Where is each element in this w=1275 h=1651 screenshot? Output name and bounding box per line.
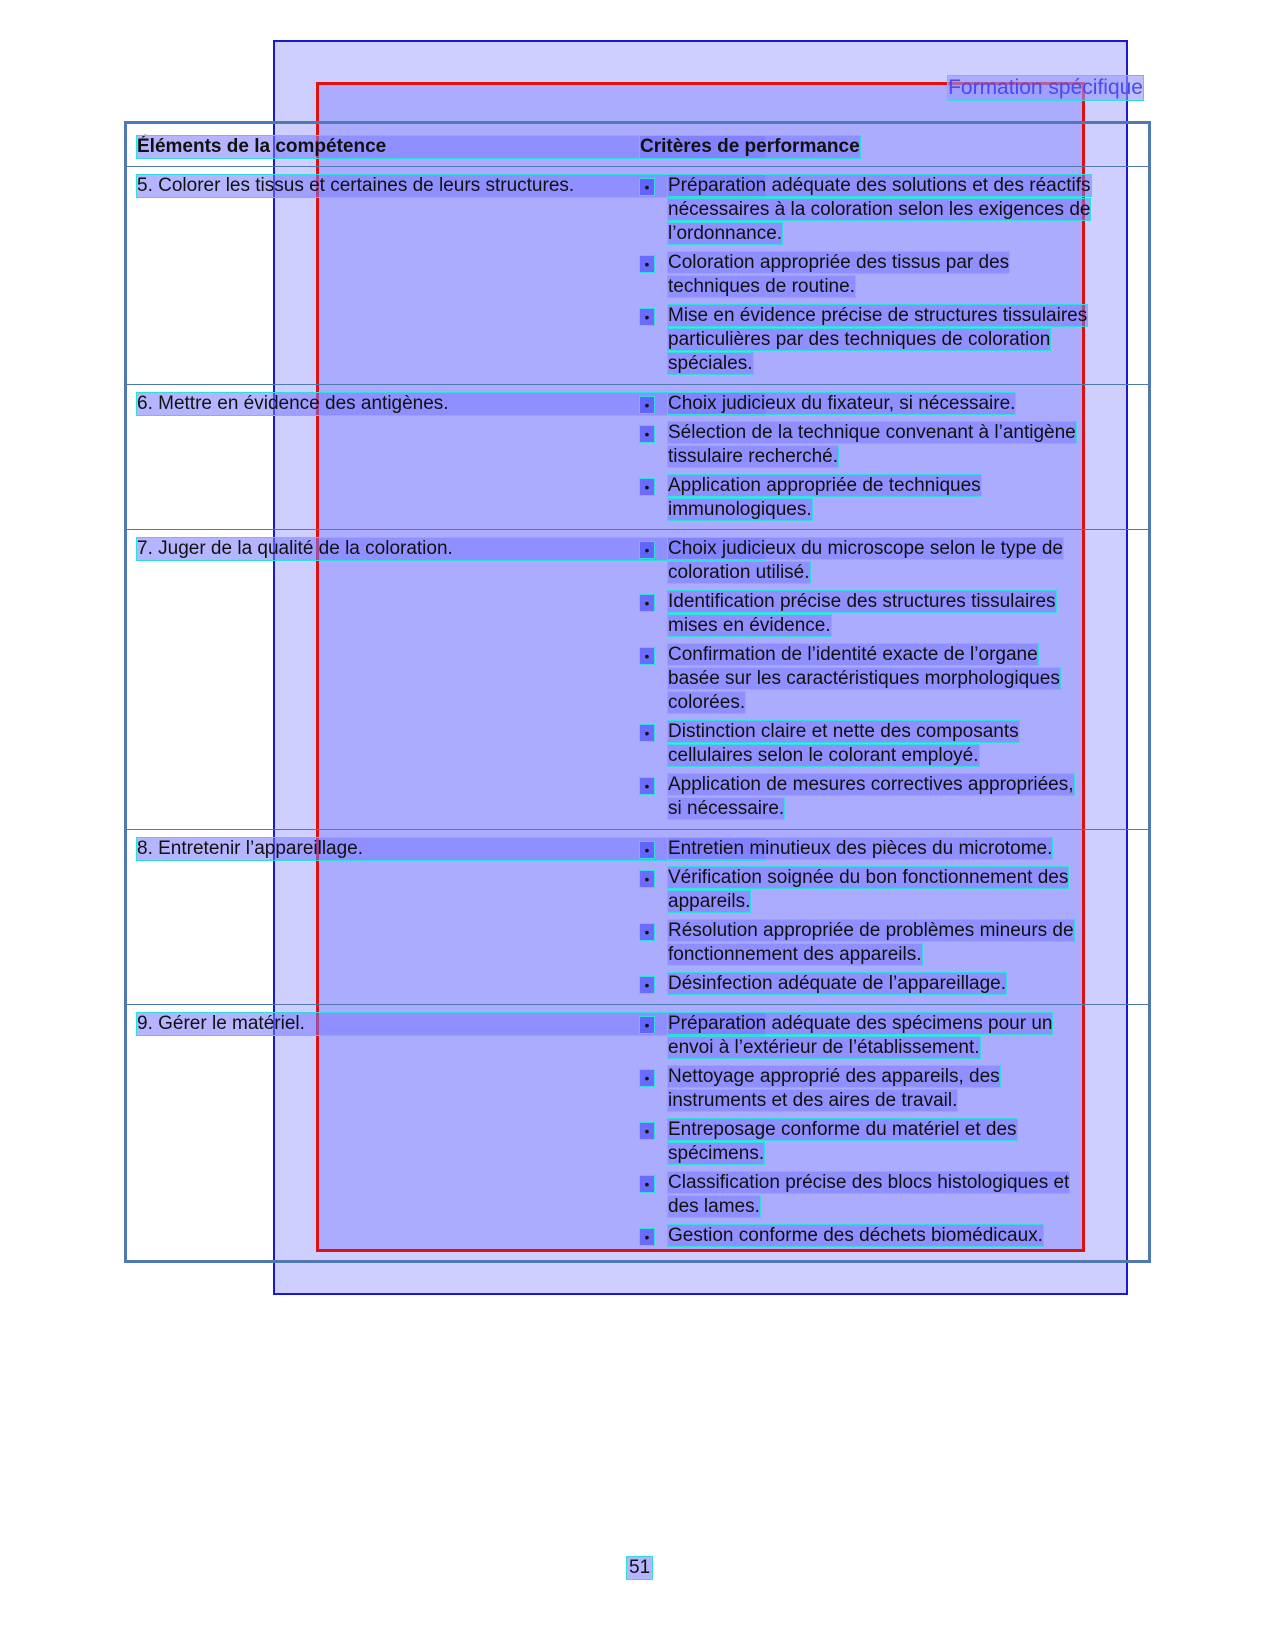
page-number: 51 xyxy=(629,1557,651,1578)
criterion-line: si nécessaire. xyxy=(668,798,785,819)
criterion-line: Application de mesures correctives appropriées, xyxy=(668,774,1074,795)
criterion-line: appareils. xyxy=(668,891,751,912)
table-row xyxy=(127,384,1148,530)
bullet-icon: • xyxy=(640,924,654,940)
criterion-line: Entreposage conforme du matériel et des xyxy=(668,1119,1017,1140)
criterion-line: nécessaires à la coloration selon les exigences de xyxy=(668,199,1091,220)
criterion-line: basée sur les caractéristiques morphologiques xyxy=(668,668,1060,689)
criterion-line: Vérification soignée du bon fonctionnement des xyxy=(668,867,1069,888)
criterion-line: particulières par des techniques de coloration xyxy=(668,329,1051,350)
bullet-icon: • xyxy=(640,1123,654,1139)
criterion-line: Choix judicieux du microscope selon le type de xyxy=(668,538,1063,559)
criterion-line: Classification précise des blocs histologiques et xyxy=(668,1172,1070,1193)
criterion-line: colorées. xyxy=(668,692,746,713)
criterion-line: fonctionnement des appareils. xyxy=(668,944,922,965)
criterion-line: Choix judicieux du fixateur, si nécessaire. xyxy=(668,393,1016,414)
bullet-icon: • xyxy=(640,1229,654,1245)
criterion-line: l’ordonnance. xyxy=(668,223,783,244)
bullet-icon: • xyxy=(640,309,654,325)
column-header-elements: Éléments de la compétence xyxy=(137,136,765,158)
criterion-line: Préparation adéquate des solutions et des réactifs xyxy=(668,175,1091,196)
criterion-line: tissulaire recherché. xyxy=(668,446,839,467)
criterion-line: Désinfection adéquate de l’appareillage. xyxy=(668,973,1007,994)
criterion-line: Gestion conforme des déchets biomédicaux. xyxy=(668,1225,1043,1246)
criterion-line: Préparation adéquate des spécimens pour un xyxy=(668,1013,1053,1034)
bullet-icon: • xyxy=(640,542,654,558)
bullet-icon: • xyxy=(640,479,654,495)
bullet-icon: • xyxy=(640,977,654,993)
bullet-icon: • xyxy=(640,871,654,887)
table-row xyxy=(127,166,1148,385)
criterion-line: instruments et des aires de travail. xyxy=(668,1090,958,1111)
bullet-icon: • xyxy=(640,256,654,272)
criterion-line: Distinction claire et nette des composants xyxy=(668,721,1019,742)
criterion-line: mises en évidence. xyxy=(668,615,831,636)
criterion-line: techniques de routine. xyxy=(668,276,855,297)
criterion-line: Application appropriée de techniques xyxy=(668,475,981,496)
criterion-line: Coloration appropriée des tissus par des xyxy=(668,252,1010,273)
criterion-line: Résolution appropriée de problèmes mineurs de xyxy=(668,920,1074,941)
table-row xyxy=(127,829,1148,1005)
competence-element: 8. Entretenir l’appareillage. xyxy=(137,838,765,860)
criterion-line: Entretien minutieux des pièces du microtome. xyxy=(668,838,1053,859)
criterion-line: Identification précise des structures tissulaires xyxy=(668,591,1056,612)
bullet-icon: • xyxy=(640,778,654,794)
criterion-line: des lames. xyxy=(668,1196,760,1217)
bullet-icon: • xyxy=(640,595,654,611)
criterion-line: Nettoyage approprié des appareils, des xyxy=(668,1066,1000,1087)
criterion-line: cellulaires selon le colorant employé. xyxy=(668,745,979,766)
bullet-icon: • xyxy=(640,397,654,413)
competence-table xyxy=(124,121,1151,1263)
table-row xyxy=(127,1004,1148,1267)
competence-element: 5. Colorer les tissus et certaines de leurs structures. xyxy=(137,175,765,197)
table-row xyxy=(127,529,1148,830)
criterion-line: immunologiques. xyxy=(668,499,812,520)
bullet-icon: • xyxy=(640,725,654,741)
criterion-line: Confirmation de l’identité exacte de l’organe xyxy=(668,644,1038,665)
criterion-line: spéciales. xyxy=(668,353,753,374)
table-header-row xyxy=(127,124,1148,166)
bullet-icon: • xyxy=(640,1176,654,1192)
criterion-line: envoi à l’extérieur de l’établissement. xyxy=(668,1037,980,1058)
bullet-icon: • xyxy=(640,179,654,195)
bullet-icon: • xyxy=(640,648,654,664)
criterion-line: Mise en évidence précise de structures tissulaires xyxy=(668,305,1088,326)
criterion-line: spécimens. xyxy=(668,1143,765,1164)
bullet-icon: • xyxy=(640,842,654,858)
running-title: Formation spécifique xyxy=(948,76,1143,99)
competence-element: 6. Mettre en évidence des antigènes. xyxy=(137,393,765,415)
criterion-line: Sélection de la technique convenant à l’antigène xyxy=(668,422,1076,443)
column-header-criteria: Critères de performance xyxy=(640,136,860,157)
criterion-line: coloration utilisé. xyxy=(668,562,810,583)
bullet-icon: • xyxy=(640,1017,654,1033)
competence-element: 9. Gérer le matériel. xyxy=(137,1013,765,1035)
bullet-icon: • xyxy=(640,1070,654,1086)
bullet-icon: • xyxy=(640,426,654,442)
competence-element: 7. Juger de la qualité de la coloration. xyxy=(137,538,765,560)
